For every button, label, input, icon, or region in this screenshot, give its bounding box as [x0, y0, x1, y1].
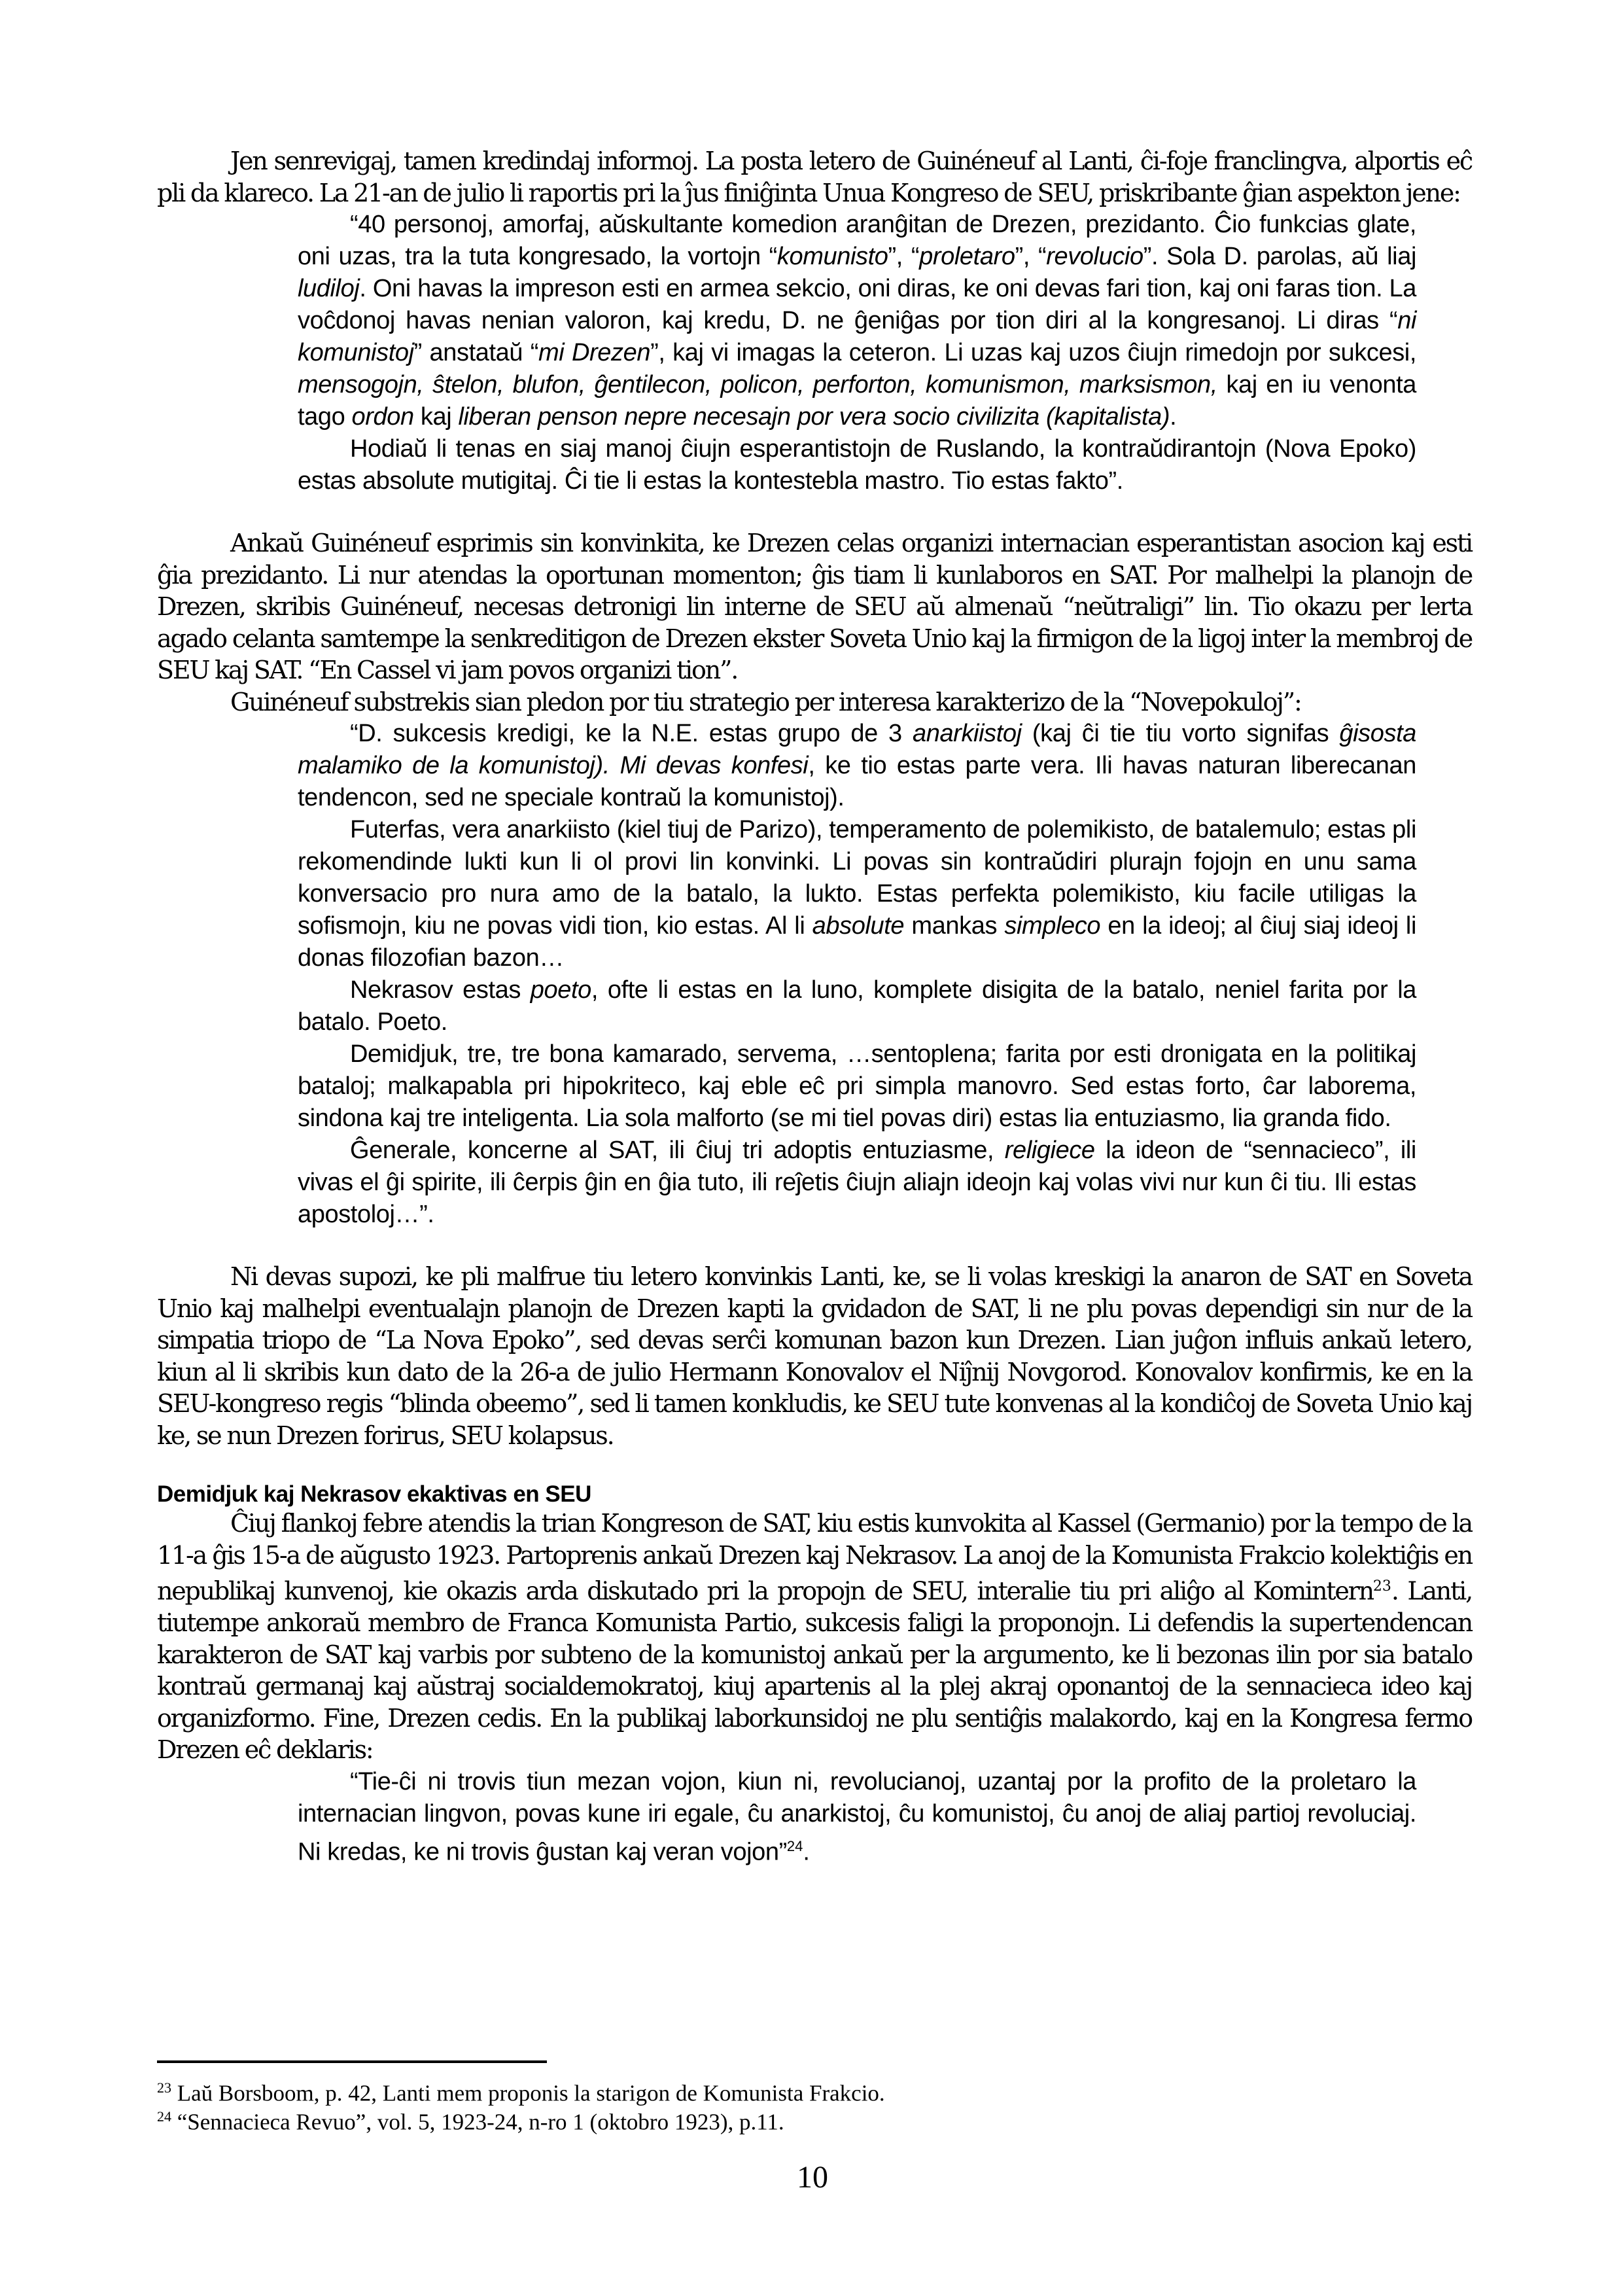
footnote-separator [157, 2060, 547, 2063]
paragraph: Ankaŭ Guinéneuf esprimis sin konvinkita, ke Drezen celas organizi internacian esperantistan asocion kaj esti ĝia prezidanto. Li nur atendas la oportunan momenton; ĝis tiam li kunlaboros en SAT. Por malhelpi la planojn de Drezen, skribis Guinéneuf, necesas detronigi lin interne de SEU aŭ almenaŭ “neŭtraligi” lin. Tio okazu per lerta agado celanta samtempe la senkreditigon de Drezen ekster Soveta Unio kaj la firmigon de la ligoj inter la membroj de SEU kaj SAT. “En Cassel vi jam povos organizi tion”. [157, 529, 1472, 684]
quote-paragraph: “40 personoj, amorfaj, aŭskultante komedion aranĝitan de Drezen, prezidanto. Ĉio funkcias glate, oni uzas, tra la tuta kongresado, la vortojn “komunisto”, “proletaro”, “revolucio”. Sola D. parolas, aŭ liaj ludiloj. Oni havas la impreson esti en armea sekcio, oni diras, ke oni devas fari tion, kaj oni faras tion. La voĉdonoj havas nenian valoron, kaj kredu, D. ne ĝeniĝas por tion diri al la kongresanoj. Li diras “ni komunistoj” anstataŭ “mi Drezen”, kaj vi imagas la ceteron. Li uzas kaj uzos ĉiujn rimedojn por sukcesi, mensogojn, ŝtelon, blufon, ĝentilecon, policon, perforton, komunismon, marksismon, kaj en iu venonta tago ordon kaj liberan penson nepre necesajn por vera socio civilizita (kapitalista). [298, 211, 1416, 431]
paragraph: Ĉiuj flankoj febre atendis la trian Kongreson de SAT, kiu estis kunvokita al Kassel (Germanio) por la tempo de la 11-a ĝis 15-a de aŭgusto 1923. Partoprenis ankaŭ Drezen kaj Nekrasov. La anoj de la Komunista Frakcio kolektiĝis en nepublikaj kunvenoj, kie okazis arda diskutado pri la propojn de SEU, interalie tiu pri aliĝo al Komintern$^{23}$. Lanti, tiutempe ankoraŭ membro de Franca Komunista Partio, sukcesis faligi la proponojn. Li defendis la supertendencan karakteron de SAT kaj varbis por subteno de la komunistoj ankaŭ per la argumento, ke li bezonas ilin por sia batalo kontraŭ germanaj kaj aŭstraj socialdemokratoj, kiuj apartenis al la plej akraj oponantoj de la sennacieca ideo kaj organizformo. Fine, Drezen cedis. En la publikaj laborkunsidoj ne plu sentiĝis malakordo, kaj en la Kongresa fermo Drezen eĉ deklaris: [157, 1509, 1472, 1765]
footnote-reference[interactable]: 23 [1372, 1578, 1391, 1595]
quote-paragraph: “Tie-ĉi ni trovis tiun mezan vojon, kiun ni, revolucianoj, uzantaj por la profito de la proletaro la internacian lingvon, povas kune iri egale, ĉu anarkistoj, ĉu komunistoj, ĉu anoj de aliaj partioj revoluciaj. Ni kredas, ke ni trovis ĝustan kaj veran vojon”$^{24}$. [298, 1767, 1416, 1866]
paragraph: Ni devas supozi, ke pli malfrue tiu letero konvinkis Lanti, ke, se li volas kreskigi la anaron de SAT en Soveta Unio kaj malhelpi eventualajn planojn de Drezen kapti la gvidadon de SAT, li ne plu povas dependigi sin nur de la simpatia triopo de “La Nova Epoko”, sed devas serĉi komunan bazon kun Drezen. Lian juĝon influis ankaŭ letero, kiun al li skribis kun dato de la 26-a de julio Hermann Konovalov el Niĵnij Novgorod. Konovalov konfirmis, ke en la SEU-kongreso regis “blinda obeemo”, sed li tamen konkludis, ke SEU tute konvenas al la kondiĉoj de Soveta Unio kaj ke, se nun Drezen forirus, SEU kolapsus. [157, 1262, 1472, 1450]
block-quote [298, 209, 1416, 497]
footnote: $^{23}$ Laŭ Borsboom, p. 42, Lanti mem proponis la starigon de Komunista Frakcio. [157, 2079, 885, 2106]
quote-paragraph: Ĝenerale, koncerne al SAT, ili ĉiuj tri adoptis entuziasme, religiece la ideon de “sennacieco”, ili vivas el ĝi spirite, ili ĉerpis ĝin en ĝia tuto, ili reĵetis ĉiujn aliajn ideojn kaj volas vivi nur kun ĉi tiu. Ili estas apostoloj…”. [298, 1137, 1416, 1228]
paragraph: Guinéneuf substrekis sian pledon por tiu strategio per interesa karakterizo de la “Novepokuloj”: [230, 687, 1301, 716]
block-quote [298, 718, 1416, 1231]
paragraph: Jen senrevigaj, tamen kredindaj informoj. La posta letero de Guinéneuf al Lanti, ĉi-foje franclingva, alportis eĉ pli da klareco. La 21-an de julio li raportis pri la ĵus finiĝinta Unua Kongreso de SEU, priskribante ĝian aspekton jene: [157, 147, 1472, 207]
quote-paragraph: Hodiaŭ li tenas en siaj manoj ĉiujn esperantistojn de Ruslando, la kontraŭdirantojn (Nova Epoko) estas absolute mutigitaj. Ĉi tie li estas la kontestebla mastro. Tio estas fakto”. [298, 435, 1416, 495]
quote-paragraph: Futerfas, vera anarkiisto (kiel tiuj de Parizo), temperamento de polemikisto, de batalemulo; estas pli rekomendinde lukti kun li ol provi lin konvinki. Li povas sin kontraŭdiri plurajn fojojn en unu sama konversacio pro nura amo de la batalo, la lukto. Estas perfekta polemikisto, kiu facile utiligas la sofismojn, kiu ne povas vidi tion, kio estas. Al li absolute mankas simpleco en la ideoj; al ĉiuj siaj ideoj li donas filozofian bazon… [298, 816, 1416, 972]
quote-paragraph: “D. sukcesis kredigi, ke la N.E. estas grupo de 3 anarkiistoj (kaj ĉi tie tiu vorto signifas ĝisosta malamiko de la komunistoj). Mi devas konfesi, ke tio estas parte vera. Ili havas naturan liberecanan tendencon, sed ne speciale kontraŭ la komunistoj). [298, 720, 1417, 811]
footnote-reference[interactable]: 24 [786, 1837, 803, 1854]
footnote: $^{24}$ “Sennacieca Revuo”, vol. 5, 1923-24, n-ro 1 (oktobro 1923), p.11. [157, 2108, 784, 2135]
section-heading: Demidjuk kaj Nekrasov ekaktivas en SEU [157, 1481, 591, 1507]
document-page [157, 0, 1472, 1868]
page-number: 10 [797, 2160, 828, 2195]
quote-paragraph: Nekrasov estas poeto, ofte li estas en la luno, komplete disigita de la batalo, neniel farita por la batalo. Poeto. [298, 976, 1416, 1036]
block-quote [298, 1766, 1416, 1869]
quote-paragraph: Demidjuk, tre, tre bona kamarado, servema, …sentoplena; farita por esti dronigata en la politikaj bataloj; malkapabla pri hipokriteco, kaj eble eĉ pri simpla manovro. Sed estas forto, ĉar laborema, sindona kaj tre inteligenta. Lia sola malforto (se mi tiel povas diri) estas lia entuziasmo, lia granda fido. [298, 1040, 1416, 1132]
